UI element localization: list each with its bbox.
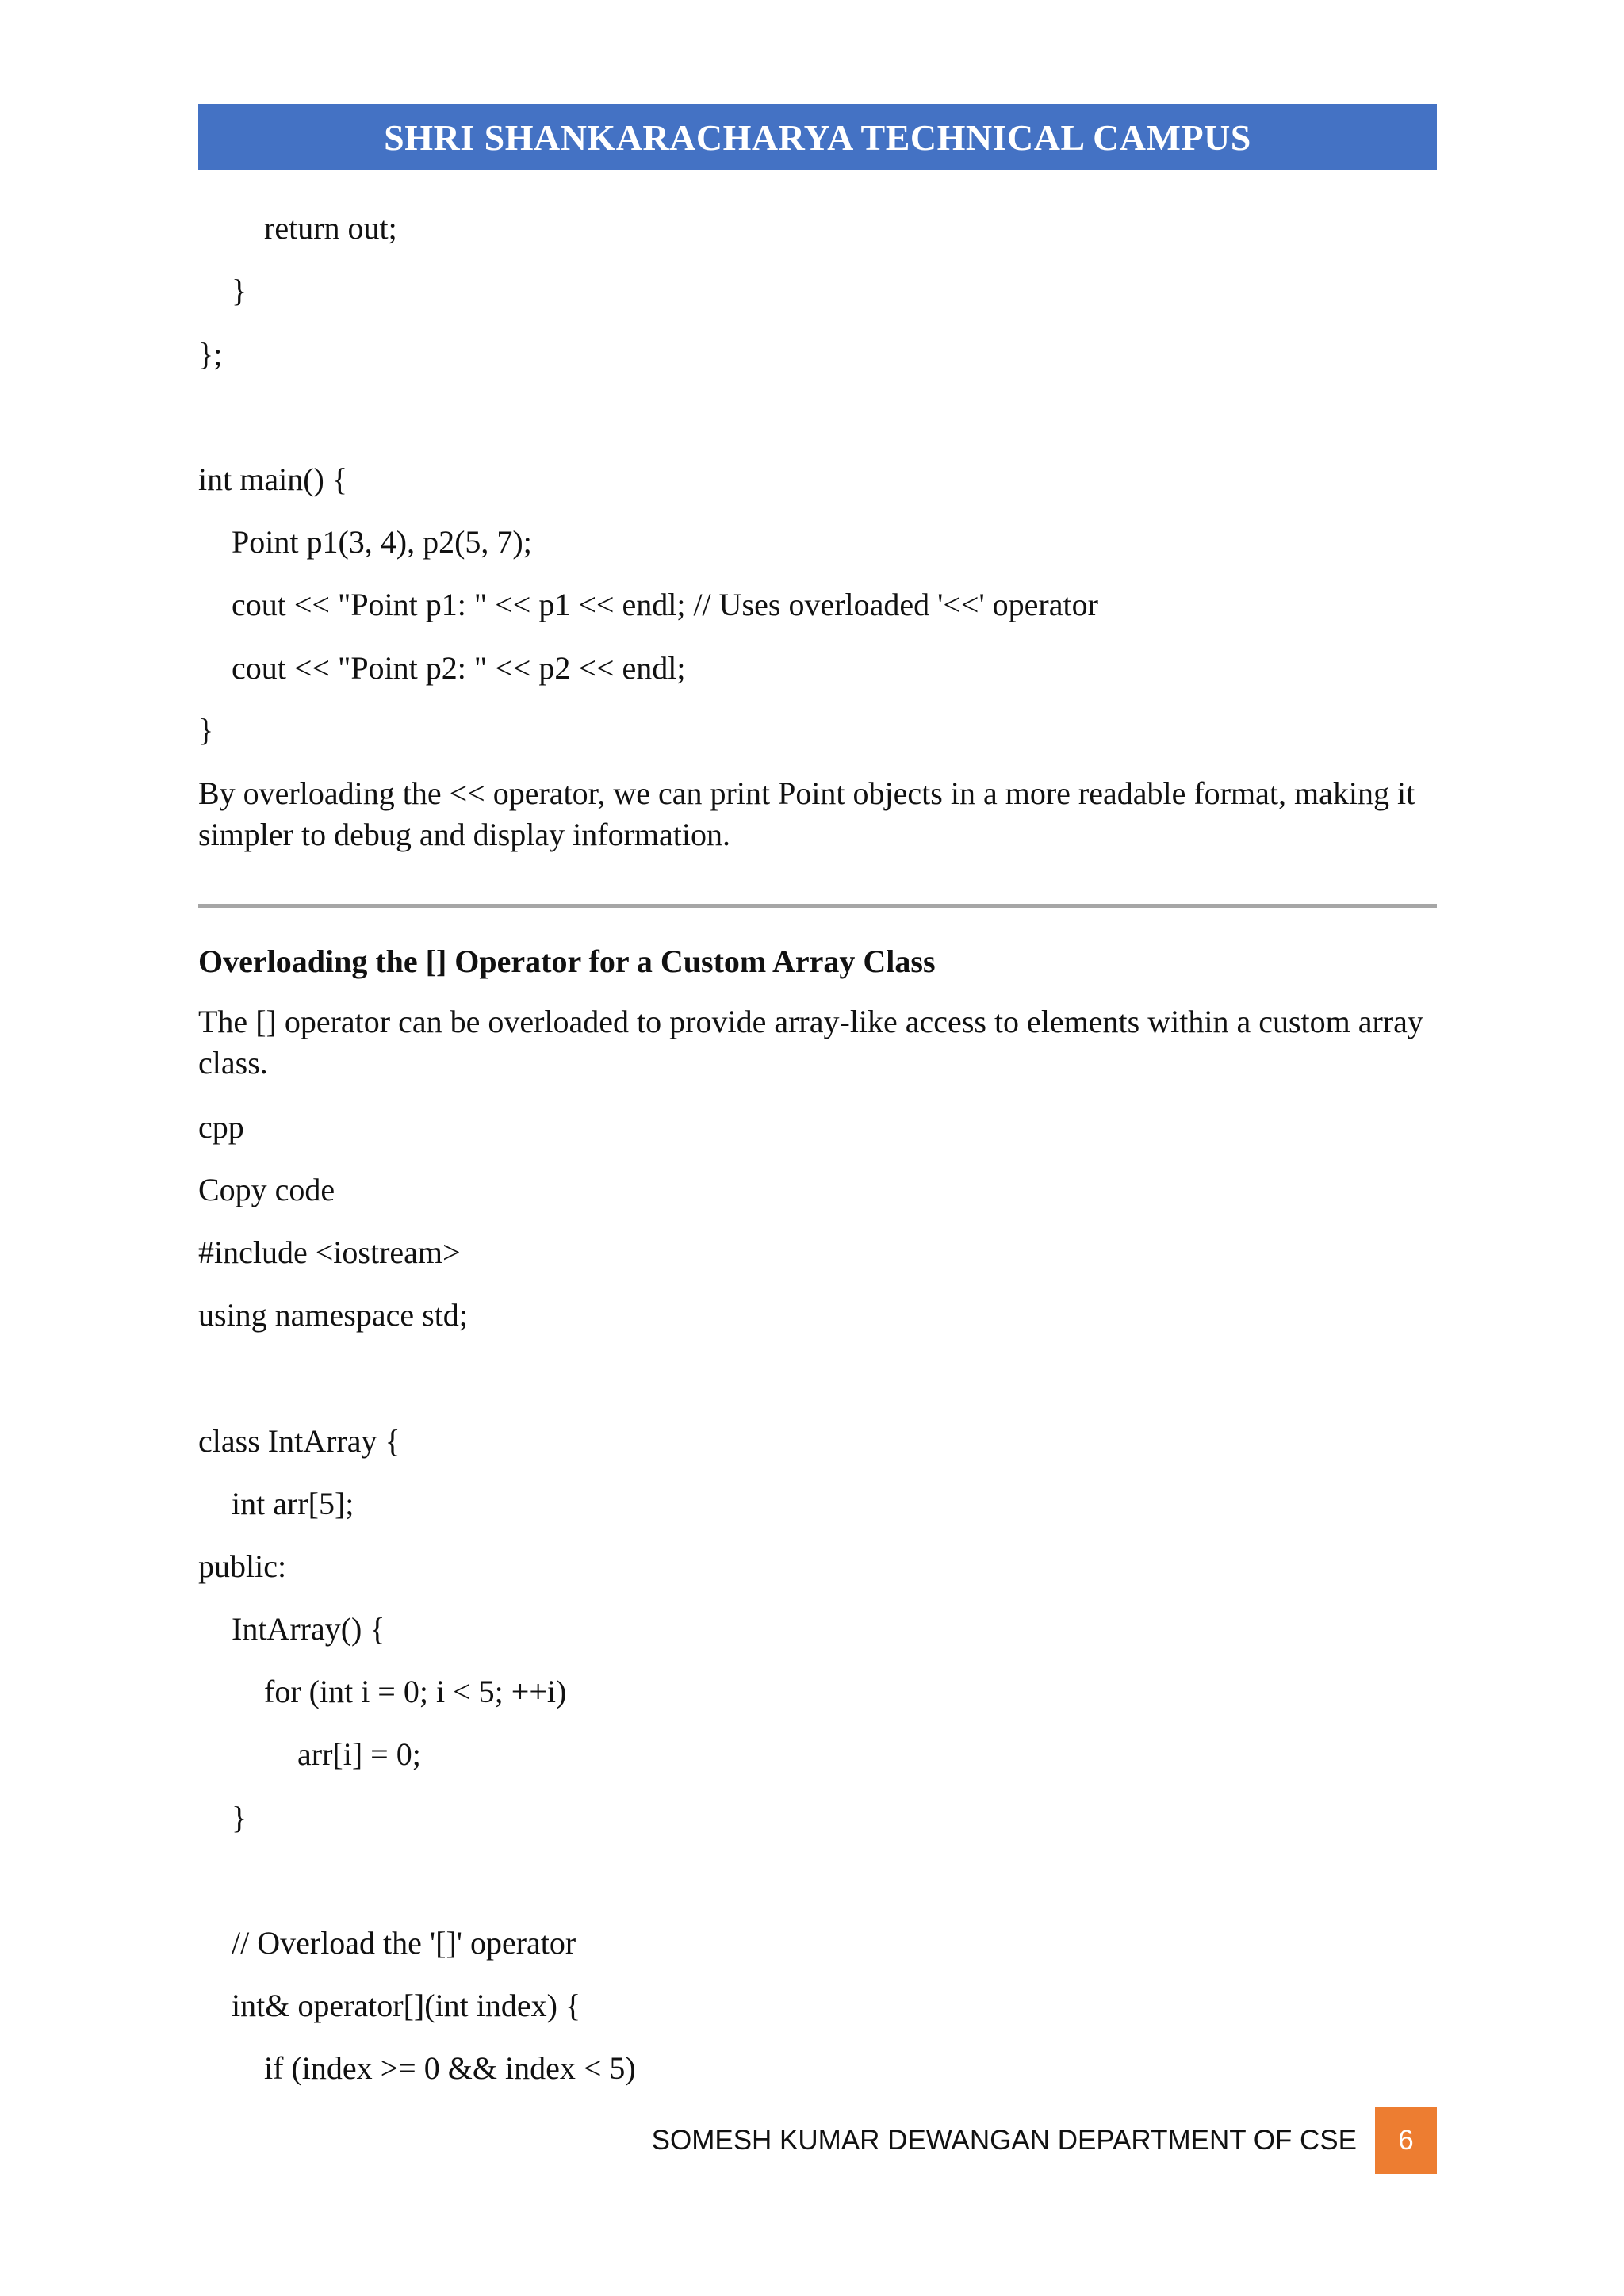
- page-number: 6: [1398, 2125, 1414, 2156]
- code-line: using namespace std;: [198, 1297, 468, 1333]
- section-divider: [198, 904, 1437, 908]
- code-language-label: cpp: [198, 1109, 244, 1145]
- code-line: return out;: [264, 210, 397, 246]
- code-line: // Overload the '[]' operator: [232, 1925, 576, 1961]
- code-line: Point p1(3, 4), p2(5, 7);: [232, 524, 532, 560]
- code-line: int main() {: [198, 461, 348, 497]
- paragraph-explanation: By overloading the << operator, we can print Point objects in a more readable format, making it simpler to debug and display information.: [198, 775, 1415, 852]
- code-line: arr[i] = 0;: [297, 1736, 421, 1772]
- copy-code-label: Copy code: [198, 1172, 335, 1207]
- header-title: SHRI SHANKARACHARYA TECHNICAL CAMPUS: [384, 117, 1251, 158]
- code-line: for (int i = 0; i < 5; ++i): [264, 1674, 567, 1709]
- code-line: int arr[5];: [232, 1486, 354, 1521]
- section-intro: The [] operator can be overloaded to provide array-like access to elements within a custom array class.: [198, 1004, 1423, 1081]
- code-line: int& operator[](int index) {: [232, 1988, 581, 2023]
- code-line: };: [198, 336, 223, 372]
- code-line: IntArray() {: [232, 1611, 385, 1647]
- section-heading: Overloading the [] Operator for a Custom Array Class: [198, 943, 936, 979]
- code-line: cout << "Point p2: " << p2 << endl;: [232, 650, 686, 686]
- code-line: }: [232, 273, 247, 308]
- code-line: cout << "Point p1: " << p1 << endl; // Uses overloaded '<<' operator: [232, 587, 1098, 622]
- footer-author-department: SOMESH KUMAR DEWANGAN DEPARTMENT OF CSE: [651, 2125, 1357, 2156]
- code-line: if (index >= 0 && index < 5): [264, 2050, 636, 2086]
- code-line: }: [198, 712, 214, 748]
- code-line: class IntArray {: [198, 1423, 400, 1459]
- code-line: public:: [198, 1548, 287, 1584]
- code-line: }: [232, 1800, 247, 1835]
- header-banner: [198, 104, 1437, 170]
- code-line: #include <iostream>: [198, 1234, 461, 1270]
- page-number-badge: [1375, 2107, 1437, 2174]
